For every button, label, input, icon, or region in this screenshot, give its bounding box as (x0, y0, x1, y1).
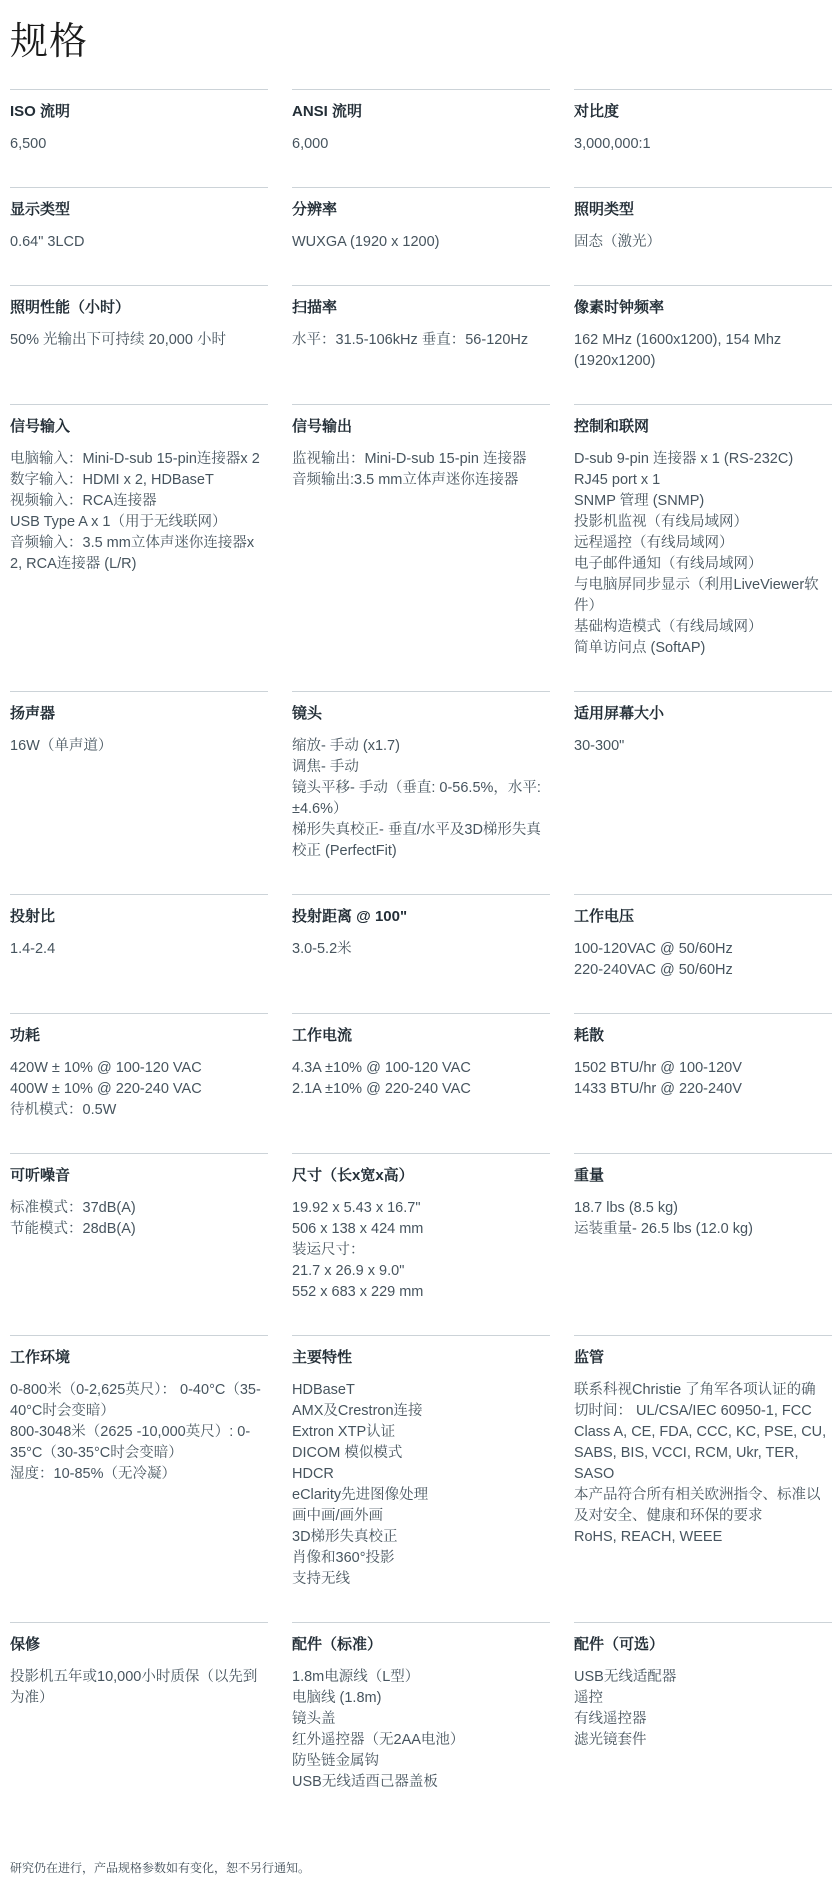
spec-cell (10, 691, 268, 894)
spec-value-line: 联系科视Christie 了角军各项认证的确切时间： UL/CSA/IEC 60950-1, FCC Class A, CE, FDA, CCC, KC, PSE, CU, SABS, BIS, VCCI, RCM, Ukr, TER, SASO (574, 1382, 827, 1482)
spec-value-line: Extron XTP认证 (292, 1424, 396, 1440)
spec-value-line: 220-240VAC @ 50/60Hz (574, 962, 733, 978)
spec-value-line: 基础构造模式（有线局域网） (574, 619, 763, 635)
spec-value (574, 1198, 830, 1240)
spec-cell (10, 1622, 268, 1825)
spec-value (10, 449, 266, 575)
spec-value-line: 投影机监视（有线局域网） (574, 514, 748, 530)
spec-label: 监管 (574, 1349, 605, 1366)
spec-label: 功耗 (10, 1027, 41, 1044)
spec-value-line: 1502 BTU/hr @ 100-120V (574, 1060, 742, 1076)
spec-cell (574, 404, 832, 691)
spec-value (292, 134, 548, 155)
spec-cell (292, 89, 550, 187)
spec-cell (10, 1013, 268, 1153)
spec-value (10, 1380, 266, 1485)
spec-value-line: WUXGA (1920 x 1200) (292, 234, 440, 250)
spec-value-line: 监视输出：Mini-D-sub 15-pin 连接器 (292, 451, 527, 467)
spec-label: 像素时钟频率 (574, 299, 665, 316)
spec-value-line: 音频输入：3.5 mm立体声迷你连接器x 2, RCA连接器 (L/R) (10, 535, 255, 572)
spec-value-line: 0-800米（0-2,625英尺）： 0-40°C（35-40°C时会变暗） (10, 1382, 261, 1419)
spec-value-line: 肖像和360°投影 (292, 1550, 395, 1566)
spec-cell (292, 285, 550, 404)
spec-value-line: 30-300" (574, 738, 625, 754)
spec-cell (10, 404, 268, 691)
spec-value-line: 50% 光输出下可持续 20,000 小时 (10, 332, 226, 348)
spec-label: 显示类型 (10, 201, 71, 218)
spec-value-line: 电子邮件通知（有线局域网） (574, 556, 763, 572)
spec-label: 耗散 (574, 1027, 605, 1044)
spec-label: 照明性能（小时） (10, 299, 131, 316)
spec-value-line: HDBaseT (292, 1382, 355, 1398)
spec-cell (574, 1622, 832, 1825)
page-title: 规格 (10, 21, 89, 63)
spec-label: 配件（标准） (292, 1636, 383, 1653)
spec-value (292, 1198, 548, 1303)
spec-label: 投射距离 @ 100" (292, 908, 408, 925)
spec-value (292, 939, 548, 960)
spec-value-line: 电脑输入：Mini-D-sub 15-pin连接器x 2 (10, 451, 260, 467)
spec-value-line: 水平：31.5-106kHz 垂直：56-120Hz (292, 332, 529, 348)
spec-cell (574, 894, 832, 1013)
spec-value (574, 736, 830, 757)
spec-value (292, 1380, 548, 1590)
spec-value-line: 固态（激光） (574, 234, 661, 250)
spec-label: 照明类型 (574, 201, 635, 218)
spec-cell (292, 1622, 550, 1825)
spec-value-line: 电脑线 (1.8m) (292, 1690, 382, 1706)
spec-value (574, 134, 830, 155)
spec-value-line: 调焦- 手动 (292, 759, 359, 775)
spec-value-line: USB无线适酉己器盖板 (292, 1774, 438, 1790)
spec-value-line: 420W ± 10% @ 100-120 VAC (10, 1060, 202, 1076)
spec-cell (574, 1153, 832, 1335)
spec-value-line: 1.8m电源线（L型） (292, 1669, 420, 1685)
spec-value (574, 1667, 830, 1751)
spec-label: 信号输入 (10, 418, 71, 435)
spec-value-line: 红外遥控器（无2AA电池） (292, 1732, 465, 1748)
spec-value (10, 1198, 266, 1240)
spec-value-line: eClarity先进图像处理 (292, 1487, 429, 1503)
spec-cell (10, 1153, 268, 1335)
spec-value (574, 330, 830, 372)
spec-cell (574, 187, 832, 285)
spec-value-line: 21.7 x 26.9 x 9.0" (292, 1263, 405, 1279)
spec-label: 工作电流 (292, 1027, 353, 1044)
spec-value-line: 梯形失真校正- 垂直/水平及3D梯形失真校正 (PerfectFit) (292, 822, 541, 859)
spec-value-line: 162 MHz (1600x1200), 154 Mhz (1920x1200) (574, 332, 782, 369)
spec-value (574, 939, 830, 981)
spec-value (10, 330, 266, 351)
spec-value-line: 3D梯形失真校正 (292, 1529, 398, 1545)
spec-label: 扬声器 (10, 705, 56, 722)
spec-value-line: 800-3048米（2625 -10,000英尺）: 0-35°C（30-35°C时会变暗） (10, 1424, 251, 1461)
spec-value (10, 232, 266, 253)
spec-label: 主要特性 (292, 1349, 353, 1366)
spec-value (574, 1380, 830, 1548)
spec-value-line: 音频输出:3.5 mm立体声迷你连接器 (292, 472, 519, 488)
spec-label: 扫描率 (292, 299, 338, 316)
spec-label: 工作环境 (10, 1349, 71, 1366)
spec-value-line: 400W ± 10% @ 220-240 VAC (10, 1081, 202, 1097)
spec-value-line: 19.92 x 5.43 x 16.7" (292, 1200, 421, 1216)
spec-value-line: 100-120VAC @ 50/60Hz (574, 941, 733, 957)
spec-value-line: 有线遥控器 (574, 1711, 647, 1727)
spec-label: 投射比 (10, 908, 56, 925)
spec-value-line: 遥控 (574, 1690, 603, 1706)
spec-cell (10, 89, 268, 187)
spec-cell (292, 1335, 550, 1622)
spec-value-line: 1433 BTU/hr @ 220-240V (574, 1081, 742, 1097)
spec-label: 工作电压 (574, 908, 635, 925)
spec-label: 信号输出 (292, 418, 353, 435)
spec-value-line: 缩放- 手动 (x1.7) (292, 738, 400, 754)
spec-cell (574, 89, 832, 187)
spec-cell (292, 187, 550, 285)
spec-value (574, 232, 830, 253)
spec-value (292, 1058, 548, 1100)
spec-value-line: 装运尺寸： (292, 1242, 365, 1258)
spec-value-line: 与电脑屏同步显示（利用LiveViewer软件） (574, 577, 819, 614)
spec-value-line: 3,000,000:1 (574, 136, 651, 152)
spec-cell (292, 691, 550, 894)
spec-cell (574, 691, 832, 894)
spec-value-line: 视频输入：RCA连接器 (10, 493, 157, 509)
spec-cell (10, 894, 268, 1013)
spec-value-line: D-sub 9-pin 连接器 x 1 (RS-232C) (574, 451, 794, 467)
spec-value-line: 节能模式：28dB(A) (10, 1221, 136, 1237)
spec-value-line: USB Type A x 1（用于无线联网） (10, 514, 227, 530)
spec-value-line: 数字输入：HDMI x 2, HDBaseT (10, 472, 214, 488)
spec-value-line: 本产品符合所有相关欧洲指令、标准以及对安全、健康和环保的要求 (574, 1487, 821, 1524)
spec-value-line: USB无线适配器 (574, 1669, 677, 1685)
spec-value (292, 330, 548, 351)
spec-cell (292, 1153, 550, 1335)
spec-label: 保修 (10, 1636, 41, 1653)
spec-value (292, 736, 548, 862)
spec-value (292, 1667, 548, 1793)
spec-value (10, 134, 266, 155)
spec-label: ISO 流明 (10, 103, 71, 120)
spec-cell (10, 1335, 268, 1622)
spec-cell (574, 1335, 832, 1622)
spec-value-line: 6,500 (10, 136, 47, 152)
spec-value (292, 449, 548, 491)
spec-cell (574, 1013, 832, 1153)
spec-value-line: RJ45 port x 1 (574, 472, 661, 488)
spec-value (10, 1667, 266, 1709)
spec-value-line: 画中画/画外画 (292, 1508, 384, 1524)
spec-label: 对比度 (574, 103, 620, 120)
spec-value (574, 1058, 830, 1100)
spec-cell (10, 285, 268, 404)
spec-value-line: DICOM 模似模式 (292, 1445, 403, 1461)
spec-value-line: 标准模式：37dB(A) (10, 1200, 136, 1216)
spec-cell (10, 187, 268, 285)
spec-value-line: 6,000 (292, 136, 329, 152)
spec-label: 配件（可选） (574, 1636, 665, 1653)
spec-value-line: 4.3A ±10% @ 100-120 VAC (292, 1060, 471, 1076)
spec-value-line: 运装重量- 26.5 lbs (12.0 kg) (574, 1221, 753, 1237)
spec-value-line: 支持无线 (292, 1571, 350, 1587)
spec-label: 分辨率 (292, 201, 338, 218)
spec-cell (292, 404, 550, 691)
spec-value-line: 镜头盖 (292, 1711, 336, 1727)
spec-value-line: AMX及Crestron连接 (292, 1403, 423, 1419)
spec-value (10, 736, 266, 757)
spec-value-line: 镜头平移- 手动（垂直: 0-56.5%，水平: ±4.6%） (292, 780, 541, 817)
spec-label: 重量 (574, 1167, 605, 1184)
spec-value-line: 远程遥控（有线局域网） (574, 535, 734, 551)
spec-label: 尺寸（长x宽x高） (292, 1167, 414, 1184)
spec-value-line: 18.7 lbs (8.5 kg) (574, 1200, 678, 1216)
spec-value-line: RoHS, REACH, WEEE (574, 1529, 723, 1545)
spec-label: 镜头 (292, 705, 323, 722)
specs-grid (10, 89, 832, 1825)
spec-value-line: 1.4-2.4 (10, 941, 56, 957)
spec-value-line: 16W（单声道） (10, 738, 113, 754)
spec-value (574, 449, 830, 659)
spec-value-line: 待机模式：0.5W (10, 1102, 117, 1118)
spec-value (10, 1058, 266, 1121)
spec-value-line: HDCR (292, 1466, 334, 1482)
footer-note: 研究仍在进行，产品规格参数如有变化，恕不另行通知。 (10, 1861, 311, 1875)
spec-value-line: 简单访问点 (SoftAP) (574, 640, 706, 656)
spec-value-line: 0.64" 3LCD (10, 234, 85, 250)
spec-value-line: 投影机五年或10,000小时质保（以先到为准） (10, 1669, 258, 1706)
spec-value-line: SNMP 管理 (SNMP) (574, 493, 705, 509)
spec-value-line: 506 x 138 x 424 mm (292, 1221, 424, 1237)
spec-value-line: 防坠链金属钩 (292, 1753, 379, 1769)
spec-value (10, 939, 266, 960)
spec-value-line: 滤光镜套件 (574, 1732, 647, 1748)
spec-label: 适用屏幕大小 (574, 705, 665, 722)
spec-label: ANSI 流明 (292, 103, 363, 120)
spec-label: 控制和联网 (574, 418, 650, 435)
spec-value-line: 3.0-5.2米 (292, 941, 352, 957)
spec-value-line: 552 x 683 x 229 mm (292, 1284, 424, 1300)
spec-value (292, 232, 548, 253)
spec-cell (292, 1013, 550, 1153)
spec-cell (292, 894, 550, 1013)
spec-label: 可听噪音 (10, 1167, 71, 1184)
spec-value-line: 2.1A ±10% @ 220-240 VAC (292, 1081, 471, 1097)
spec-value-line: 湿度：10-85%（无冷凝） (10, 1466, 176, 1482)
spec-cell (574, 285, 832, 404)
